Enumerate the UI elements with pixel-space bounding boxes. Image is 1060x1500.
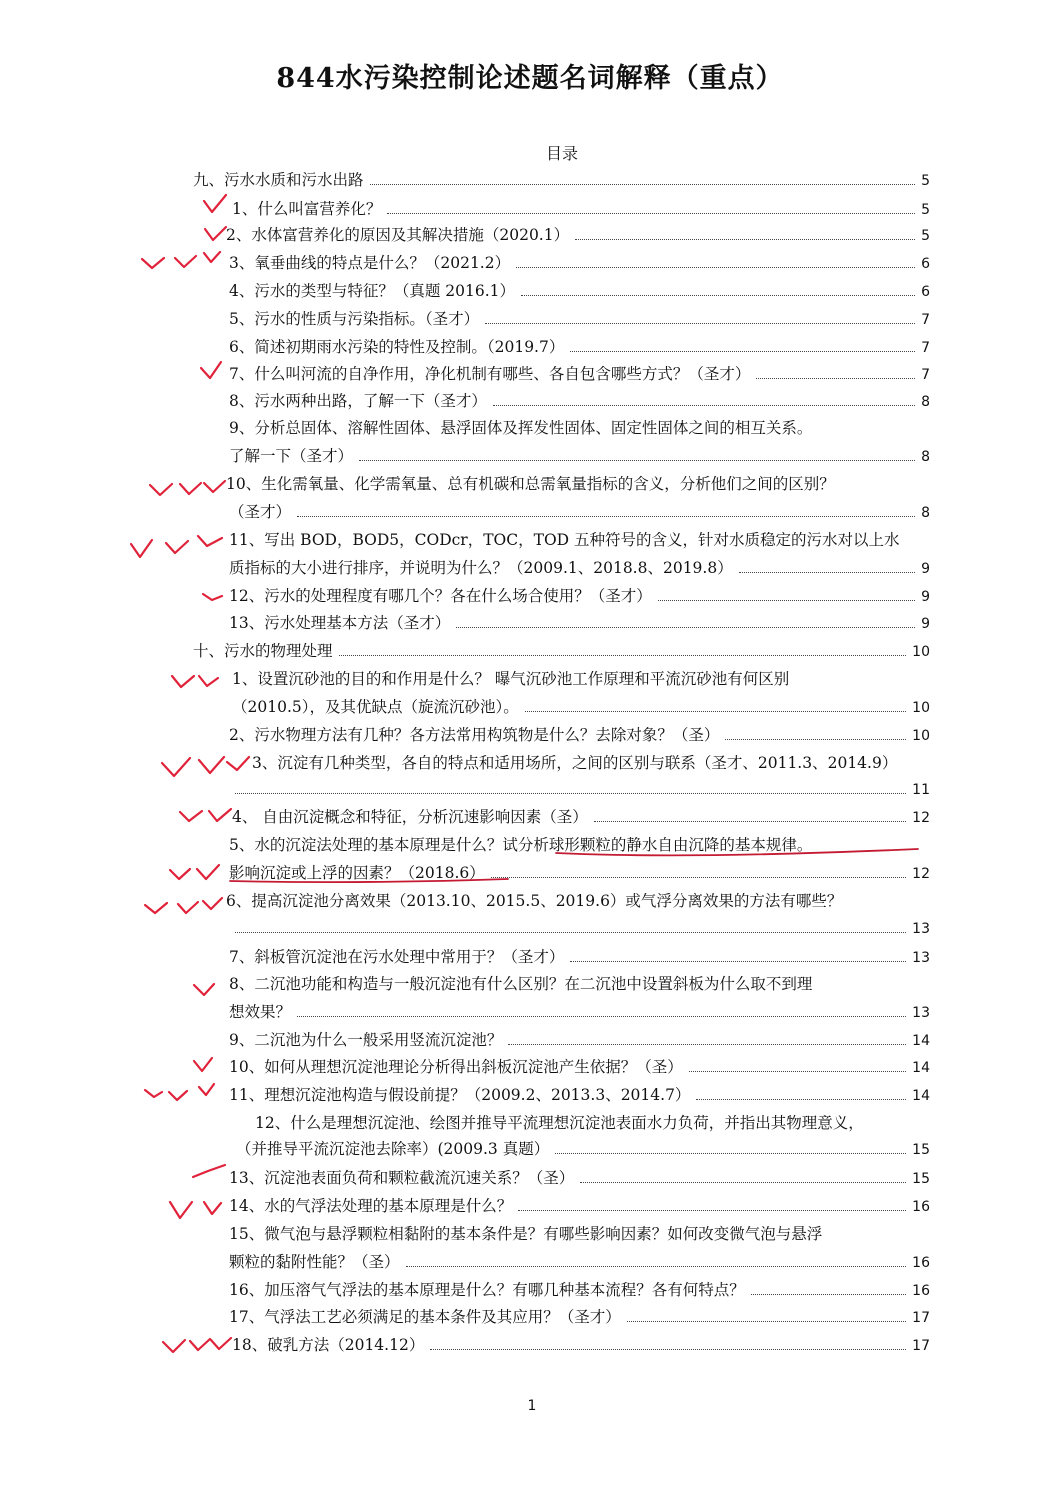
check-mark-icon bbox=[194, 1058, 212, 1071]
toc-entry-continuation[interactable]: （并推导平流沉淀池去除率）(2009.3 真题） 15 bbox=[236, 1140, 930, 1158]
page-number: 1 bbox=[527, 1398, 537, 1414]
toc-entry[interactable]: 10、生化需氧量、化学需氧量、总有机碳和总需氧量指标的含义，分析他们之间的区别？ bbox=[226, 475, 835, 493]
toc-entry[interactable]: 7、斜板管沉淀池在污水处理中常用于？（圣才） 13 bbox=[229, 948, 930, 966]
toc-entry[interactable]: 3、氧垂曲线的特点是什么？（2021.2） 6 bbox=[229, 254, 930, 272]
toc-entry-section-9[interactable]: 九、污水水质和污水出路 5 bbox=[193, 171, 930, 189]
toc-entry[interactable]: 10、如何从理想沉淀池理论分析得出斜板沉淀池产生依据？（圣） 14 bbox=[229, 1058, 930, 1076]
toc-entry[interactable]: 11、理想沉淀池构造与假设前提？（2009.2、2013.3、2014.7） 14 bbox=[229, 1086, 930, 1104]
toc-entry[interactable]: 4、 自由沉淀概念和特征，分析沉速影响因素（圣） 12 bbox=[232, 808, 930, 826]
toc-entry[interactable]: 9、二沉池为什么一般采用竖流沉淀池？ 14 bbox=[229, 1031, 930, 1049]
toc-entry[interactable]: 12、什么是理想沉淀池、绘图并推导平流理想沉淀池表面水力负荷，并指出其物理意义， bbox=[255, 1114, 864, 1132]
toc-entry-continuation[interactable]: 13 bbox=[229, 917, 930, 941]
toc-entry-continuation[interactable]: （圣才） 8 bbox=[229, 503, 930, 521]
check-mark-icon bbox=[142, 252, 220, 268]
toc-entry-continuation[interactable]: 颗粒的黏附性能？（圣） 16 bbox=[229, 1253, 930, 1271]
check-mark-icon bbox=[203, 594, 222, 600]
toc-entry-continuation[interactable]: 11 bbox=[229, 778, 930, 802]
toc-entry[interactable]: 12、污水的处理程度有哪几个？各在什么场合使用？（圣才） 9 bbox=[229, 587, 930, 605]
toc-entry[interactable]: 6、简述初期雨水污染的特性及控制。（2019.7） 7 bbox=[229, 338, 930, 356]
toc-entry-continuation[interactable]: 质指标的大小进行排序，并说明为什么？（2009.1、2018.8、2019.8） 9 bbox=[229, 559, 930, 577]
check-mark-icon bbox=[170, 1202, 221, 1218]
toc-entry[interactable]: 13、污水处理基本方法（圣才） 9 bbox=[229, 614, 930, 632]
toc-entry[interactable]: 9、分析总固体、溶解性固体、悬浮固体及挥发性固体、固定性固体之间的相互关系。 bbox=[229, 419, 813, 437]
toc-entry[interactable]: 8、二沉池功能和构造与一般沉淀池有什么区别？在二沉池中设置斜板为什么取不到理 bbox=[229, 975, 813, 993]
toc-entry[interactable]: 7、什么叫河流的自净作用，净化机制有哪些、各自包含哪些方式？（圣才） 7 bbox=[229, 365, 930, 383]
toc-entry[interactable]: 16、加压溶气气浮法的基本原理是什么？有哪几种基本流程？各有何特点？ 16 bbox=[229, 1281, 930, 1299]
toc-entry[interactable]: 1、设置沉砂池的目的和作用是什么？ 曝气沉砂池工作原理和平流沉砂池有何区别 bbox=[232, 670, 790, 688]
toc-entry[interactable]: 11、写出 BOD，BOD5，CODcr，TOC，TOD 五种符号的含义，针对水质稳定的污水对以上水 bbox=[229, 531, 900, 549]
toc-entry-continuation[interactable]: 想效果？ 13 bbox=[229, 1003, 930, 1021]
toc-entry[interactable]: 5、污水的性质与污染指标。（圣才） 7 bbox=[229, 310, 930, 328]
toc-entry[interactable]: 14、水的气浮法处理的基本原理是什么？ 16 bbox=[229, 1197, 930, 1215]
check-mark-icon bbox=[180, 809, 231, 821]
toc-entry[interactable]: 3、沉淀有几种类型，各自的特点和适用场所，之间的区别与联系（圣才、2011.3、2014.9） bbox=[252, 754, 898, 772]
document-title: 844水污染控制论述题名词解释（重点） bbox=[276, 63, 784, 94]
check-mark-icon bbox=[170, 865, 219, 879]
toc-entry-continuation[interactable]: （2010.5），及其优缺点（旋流沉砂池）。 10 bbox=[232, 698, 930, 716]
toc-entry-section-10[interactable]: 十、污水的物理处理 10 bbox=[193, 642, 930, 660]
toc-entry[interactable]: 18、破乳方法（2014.12） 17 bbox=[232, 1336, 930, 1354]
toc-entry[interactable]: 13、沉淀池表面负荷和颗粒截流沉速关系？（圣） 15 bbox=[229, 1169, 930, 1187]
check-mark-icon bbox=[150, 481, 225, 495]
check-mark-icon bbox=[145, 898, 222, 913]
check-mark-icon bbox=[194, 984, 214, 995]
toc-entry[interactable]: 1、什么叫富营养化？ 5 bbox=[232, 200, 930, 218]
toc-entry[interactable]: 15、微气泡与悬浮颗粒相黏附的基本条件是？有哪些影响因素？如何改变微气泡与悬浮 bbox=[229, 1225, 823, 1243]
check-mark-icon bbox=[145, 1084, 214, 1100]
toc-entry-continuation[interactable]: 影响沉淀或上浮的因素？（2018.6） 12 bbox=[229, 864, 930, 882]
check-mark-icon bbox=[193, 1165, 225, 1177]
check-mark-icon bbox=[201, 362, 221, 378]
check-mark-icon bbox=[162, 757, 249, 776]
check-mark-icon bbox=[204, 195, 226, 212]
toc-entry[interactable]: 5、水的沉淀法处理的基本原理是什么？试分析球形颗粒的静水自由沉降的基本规律。 bbox=[229, 836, 813, 854]
check-mark-icon bbox=[205, 227, 226, 240]
check-mark-icon bbox=[131, 536, 222, 557]
check-mark-icon bbox=[172, 676, 218, 687]
toc-entry[interactable]: 17、气浮法工艺必须满足的基本条件及其应用？（圣才） 17 bbox=[229, 1308, 930, 1326]
toc-heading: 目录 bbox=[545, 144, 578, 163]
toc-entry[interactable]: 2、水体富营养化的原因及其解决措施（2020.1） 5 bbox=[226, 226, 930, 244]
toc-entry[interactable]: 6、提高沉淀池分离效果（2013.10、2015.5、2019.6）或气浮分离效果的方法有哪些？ bbox=[226, 892, 843, 910]
toc-entry[interactable]: 8、污水两种出路，了解一下（圣才） 8 bbox=[229, 392, 930, 410]
check-mark-icon bbox=[163, 1338, 231, 1352]
toc-entry-continuation[interactable]: 了解一下（圣才） 8 bbox=[229, 447, 930, 465]
toc-entry[interactable]: 4、污水的类型与特征？（真题 2016.1） 6 bbox=[229, 282, 930, 300]
toc-entry[interactable]: 2、污水物理方法有几种？各方法常用构筑物是什么？去除对象？（圣） 10 bbox=[229, 726, 930, 744]
